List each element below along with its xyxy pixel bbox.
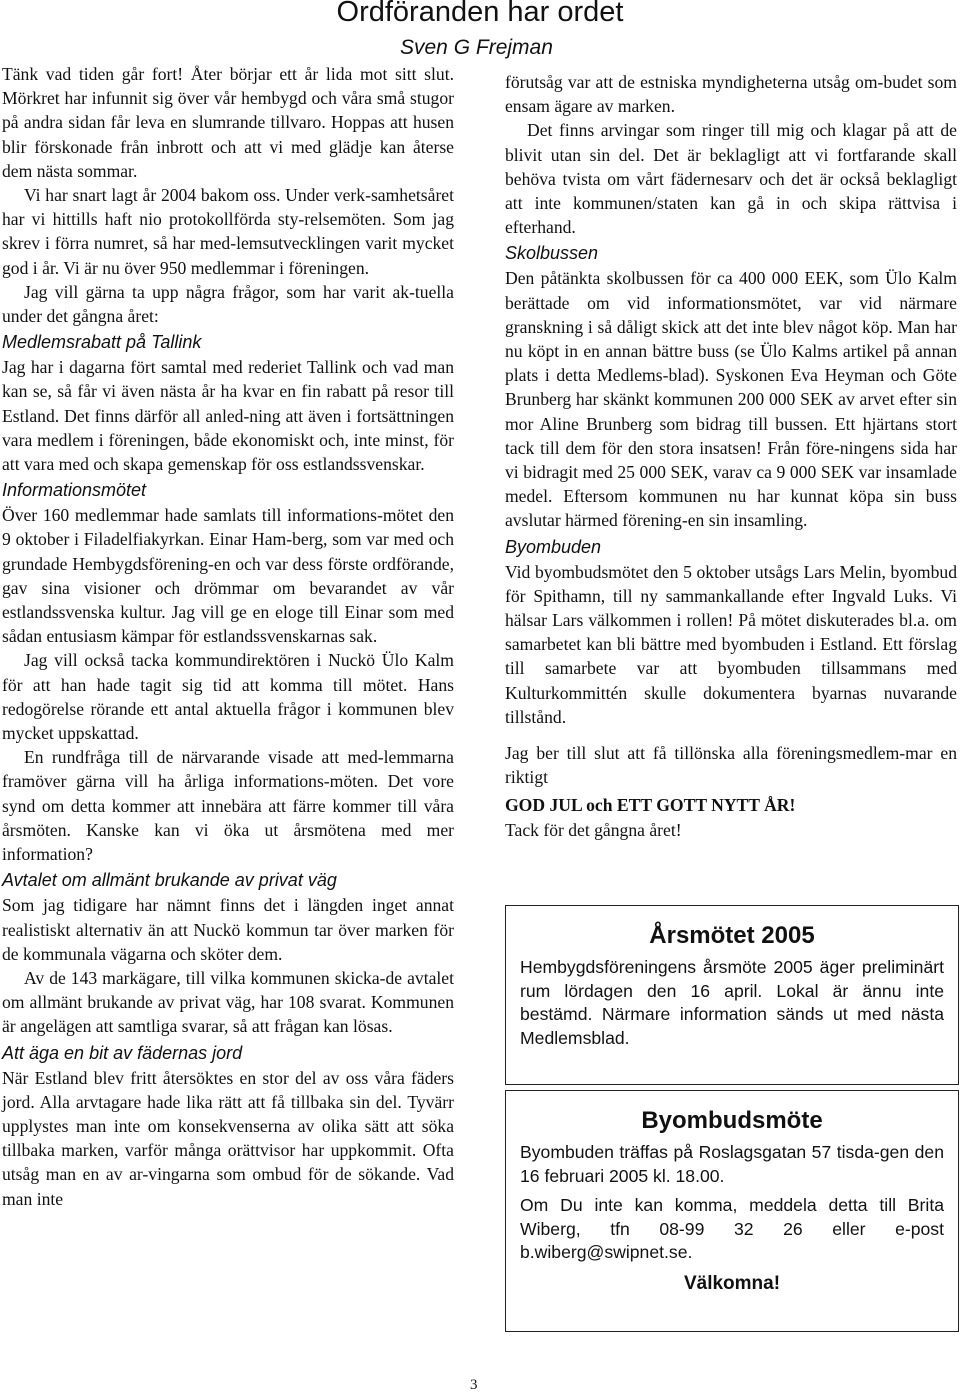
section-heading-informationsmotet: Informationsmötet	[2, 480, 147, 501]
section-heading-fadernas-jord: Att äga en bit av fädernas jord	[2, 1042, 243, 1063]
paragraph: Det finns arvingar som ringer till mig och klagar på att de blivit utan sin del. Det är beklagligt att vi fortfarande skall behöva tvista om vårt fädernesarv och det är också beklagligt att inte kommunen/staten kan gå in och skipa rättvisa i efterhand.	[505, 120, 957, 238]
closing-thanks: Tack för det gångna året!	[505, 819, 682, 840]
paragraph: förutsåg var att de estniska myndigheterna utsåg om-budet som ensam ägare av marken.	[505, 72, 957, 117]
paragraph: Vid byombudsmötet den 5 oktober utsågs Lars Melin, byombud för Spithamn, till ny sammankallande efter Ingvald Luks. Vi hälsar Lars välkommen i rollen! På mötet diskuterades bl.a. om samarbetet kan bli bättre med byombuden i Estland. Ett förslag till samarbete var att byombuden tillsammans med Kulturkommittén skulle dokumentera byarnas nuvarande tillstånd.	[505, 561, 957, 727]
paragraph: Jag vill gärna ta upp några frågor, som har varit ak-tuella under det gångna året:	[2, 281, 454, 327]
welcome-text: Välkomna!	[683, 1272, 781, 1294]
right-column	[505, 70, 957, 842]
byombudsmote-contact: Om Du inte kan komma, meddela detta till Brita Wiberg, tfn 08-99 32 26 eller e-post b.wiberg@swipnet.se.	[520, 1195, 944, 1262]
byombudsmote-title: Byombudsmöte	[641, 1107, 823, 1134]
paragraph: Vi har snart lagt år 2004 bakom oss. Under verk-samhetsåret har vi hittills haft nio protokollförda sty-relsemöten. Som jag skrev i förra numret, så har med-lemsutvecklingen varit mycket god i år. Vi är nu över 950 medlemmar i föreningen.	[2, 185, 454, 278]
byombudsmote-text: Byombuden träffas på Roslagsgatan 57 tisda-gen den 16 februari 2005 kl. 18.00.	[520, 1142, 944, 1186]
paragraph: Den påtänkta skolbussen för ca 400 000 EEK, som Ülo Kalm berättade om vid informationsmötet, var vid närmare granskning i så dåligt skick att det inte blev något köp. Man har nu köpt in en annan bättre buss (se Ülo Kalms artikel på annan plats i detta Medlems-blad). Syskonen Eva Heyman och Göte Brunberg har skänkt kommunen 200 000 SEK av arvet efter sin mor Aline Brunberg som bidrag till bussen. Ett hjärtans stort tack till dem för den stora insatsen! Från före-ningens sida har vi bidragit med 25 000 SEK, varav ca 9 000 SEK var insamlade medel. Eftersom kommunen nu har kunnat köpa sin buss avslutar härmed förening-en sin insamling.	[505, 268, 957, 531]
paragraph: Jag ber till slut att få tillönska alla föreningsmedlem-mar en riktigt	[505, 743, 957, 788]
arsmote-notice-box	[505, 905, 959, 1085]
paragraph: Tänk vad tiden går fort! Åter börjar ett år lida mot sitt slut. Mörkret har infunnit sig över vår hembygd och våra små stugor på andra sidan får leva en slumrande tillvaro. Hoppas att husen blir förskonade från inbrott och att vi med glädje kan återse dem nästa sommar.	[2, 64, 454, 181]
paragraph: Över 160 medlemmar hade samlats till informations-mötet den 9 oktober i Filadelfiakyrkan. Einar Ham-berg, som var med och grundade Hembygdsförening-en och var dess förste ordförande, gav sina visioner och drömmar om bevarandet av vår estlandssvenska kultur. Jag vill ge en eloge till Einar som med sådan entusiasm kämpar för estlandssvenskarnas sak.	[2, 505, 454, 647]
author-byline: Sven G Frejman	[400, 36, 553, 59]
paragraph: Av de 143 markägare, till vilka kommunen skicka-de avtalet om allmänt brukande av privat väg, har 108 svarat. Kommunen är angelägen att samtliga svarar, så att frågan kan lösas.	[2, 967, 454, 1037]
page-number: 3	[470, 1377, 478, 1393]
arsmote-title: Årsmötet 2005	[649, 922, 815, 949]
section-heading-byombuden: Byombuden	[505, 536, 602, 557]
paragraph: Jag vill också tacka kommundirektören i Nuckö Ülo Kalm för att han hade tagit sig tid att komma till mötet. Hans redogörelse rörande ett antal aktuella frågor i kommunen blev mycket uppskattad.	[2, 650, 454, 744]
arsmote-text: Hembygdsföreningens årsmöte 2005 äger preliminärt rum lördagen den 16 april. Lokal är ännu inte bestämd. Närmare information sänds ut med nästa Medlemsblad.	[520, 957, 944, 1048]
section-heading-avtalet: Avtalet om allmänt brukande av privat väg	[2, 870, 337, 891]
left-column	[2, 62, 454, 1211]
paragraph: Jag har i dagarna fört samtal med rederiet Tallink och vad man kan se, så får vi även nästa år ha kvar en fin rabatt på resor till Estland. Det finns därför all anled-ning att även i fortsättningen vara medlem i föreningen, både ekonomiskt och, inte minst, för att vara med och skapa gemenskap för oss estlandssvenskar.	[2, 357, 454, 475]
section-heading-skolbussen: Skolbussen	[505, 243, 599, 264]
holiday-greeting: GOD JUL och ETT GOTT NYTT ÅR!	[505, 795, 796, 816]
paragraph: När Estland blev fritt återsöktes en stor del av oss våra fäders jord. Alla arvtagare hade lika rätt att få tillbaka sin del. Tyvärr upplystes man inte om konsekvenserna av olika sätt att söka tillbaka marken, varför många orättvisor har uppkommit. Ofta utsåg man en av ar-vingarna som ombud för de sökande. Vad man inte	[2, 1067, 454, 1209]
section-heading-tallink: Medlemsrabatt på Tallink	[2, 332, 202, 353]
byombudsmote-notice-box	[505, 1090, 959, 1332]
paragraph: En rundfråga till de närvarande visade att med-lemmarna framöver gärna vill ha årliga informations-möten. Det vore synd om detta kommer att innebära att färre kommer till våra årsmöten. Kanske kan vi öka ut årsmötena med mer information?	[2, 747, 454, 865]
page-title: Ordföranden har ordet	[336, 0, 624, 28]
paragraph: Som jag tidigare har nämnt finns det i längden inget annat realistiskt alternativ än att Nuckö kommun tar över marken för de kommunala vägarna och sköter dem.	[2, 895, 454, 964]
